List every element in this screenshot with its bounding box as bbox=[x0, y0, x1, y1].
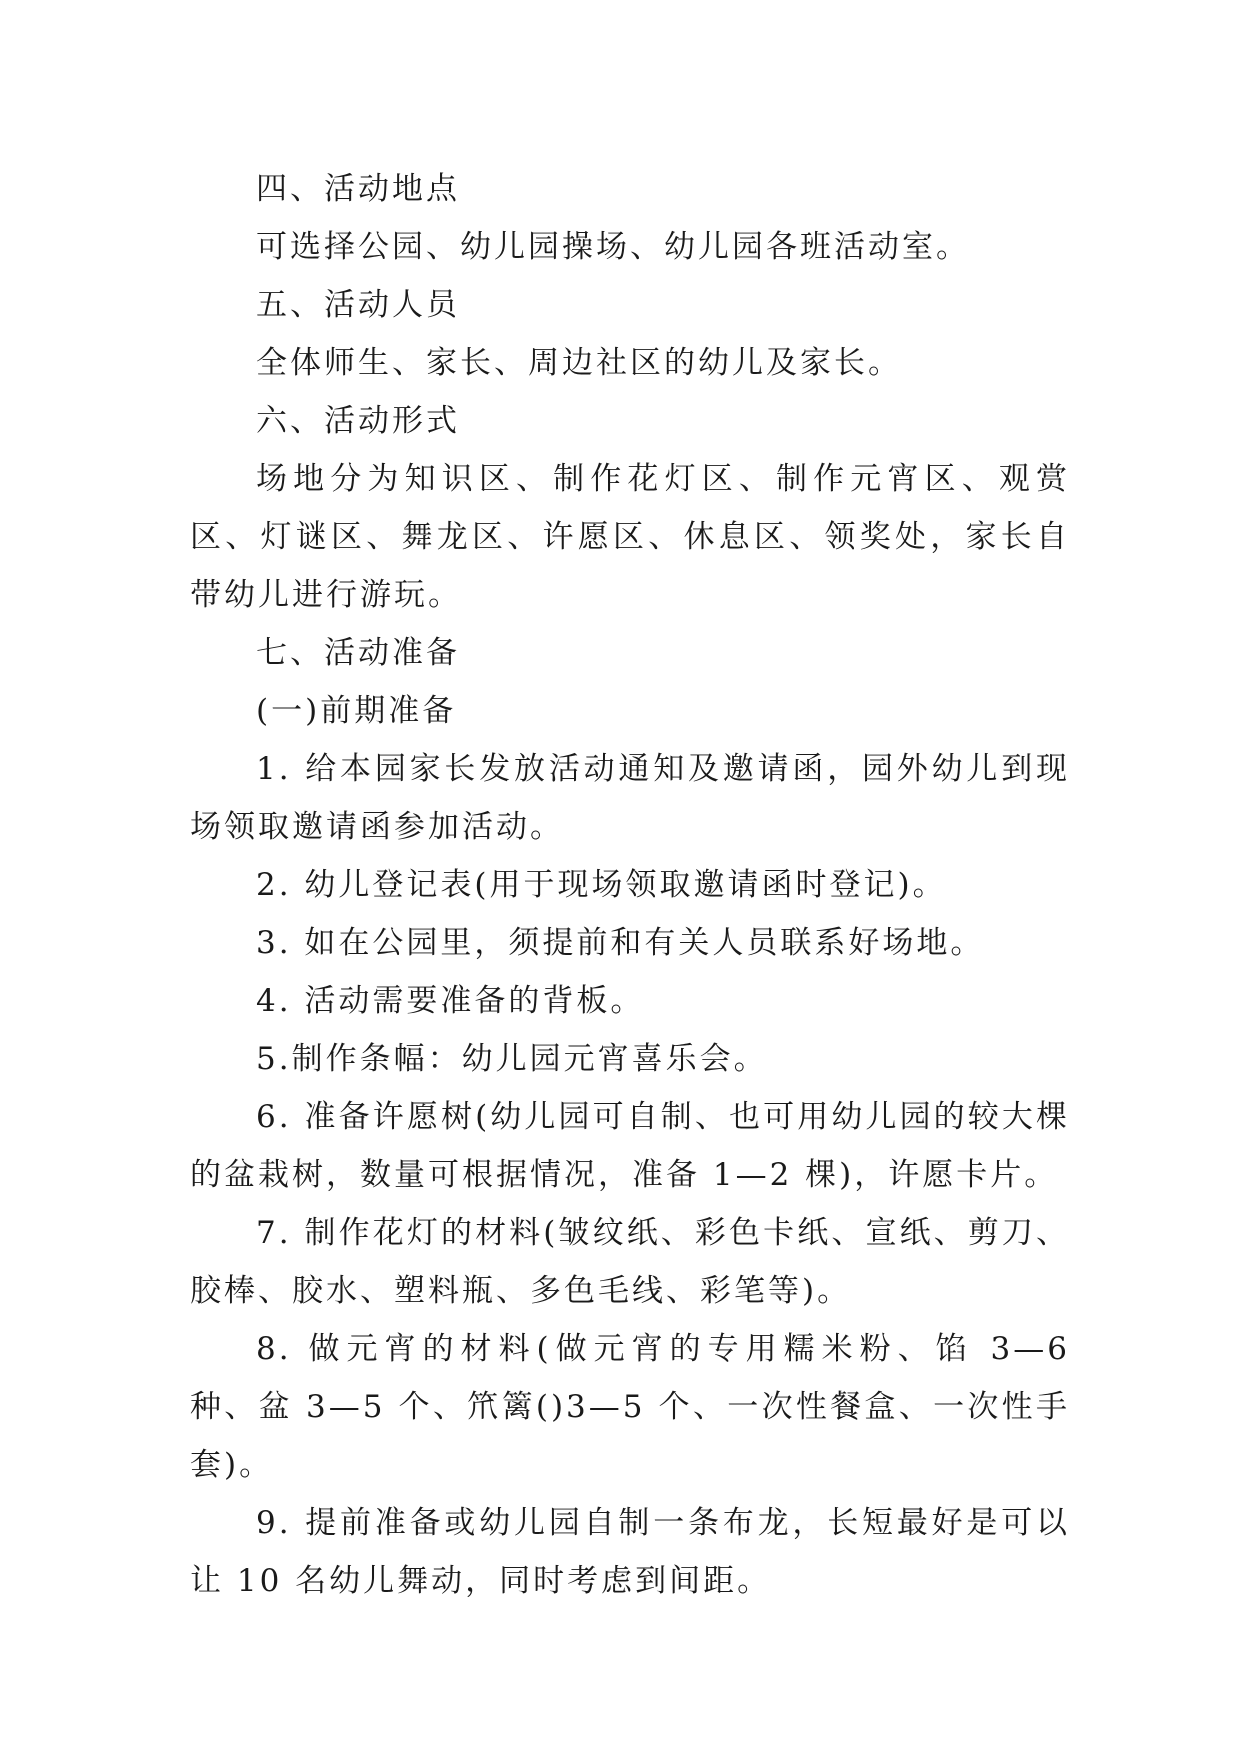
section-heading-participants: 五、活动人员 bbox=[256, 287, 460, 323]
list-item-2: 2. 幼儿登记表(用于现场领取邀请函时登记)。 bbox=[256, 867, 947, 903]
paragraph-participants: 全体师生、家长、周边社区的幼儿及家长。 bbox=[256, 345, 902, 381]
document-body bbox=[190, 160, 1070, 1610]
list-item-4: 4. 活动需要准备的背板。 bbox=[256, 983, 645, 1019]
paragraph-location: 可选择公园、幼儿园操场、幼儿园各班活动室。 bbox=[256, 229, 970, 265]
paragraph-format: 场地分为知识区、制作花灯区、制作元宵区、观赏区、灯谜区、舞龙区、许愿区、休息区、领奖处，家长自带幼儿进行游玩。 bbox=[190, 461, 1070, 613]
list-item-9: 9. 提前准备或幼儿园自制一条布龙，长短最好是可以让 10 名幼儿舞动，同时考虑到间距。 bbox=[190, 1505, 1070, 1599]
list-item-3: 3. 如在公园里，须提前和有关人员联系好场地。 bbox=[256, 925, 985, 961]
list-item-7: 7. 制作花灯的材料(皱纹纸、彩色卡纸、宣纸、剪刀、胶棒、胶水、塑料瓶、多色毛线、彩笔等)。 bbox=[190, 1215, 1070, 1309]
list-item-6: 6. 准备许愿树(幼儿园可自制、也可用幼儿园的较大棵的盆栽树，数量可根据情况，准备 1—2 棵)，许愿卡片。 bbox=[190, 1099, 1070, 1193]
section-heading-location: 四、活动地点 bbox=[256, 171, 460, 207]
section-heading-preparation: 七、活动准备 bbox=[256, 635, 460, 671]
list-item-1: 1. 给本园家长发放活动通知及邀请函，园外幼儿到现场领取邀请函参加活动。 bbox=[190, 751, 1070, 845]
subheading-early-preparation: (一)前期准备 bbox=[256, 693, 457, 729]
list-item-5: 5.制作条幅：幼儿园元宵喜乐会。 bbox=[256, 1041, 768, 1077]
section-heading-format: 六、活动形式 bbox=[256, 403, 460, 439]
list-item-8: 8. 做元宵的材料(做元宵的专用糯米粉、馅 3—6 种、盆 3—5 个、笊篱()3—5 个、一次性餐盒、一次性手套)。 bbox=[190, 1331, 1070, 1483]
